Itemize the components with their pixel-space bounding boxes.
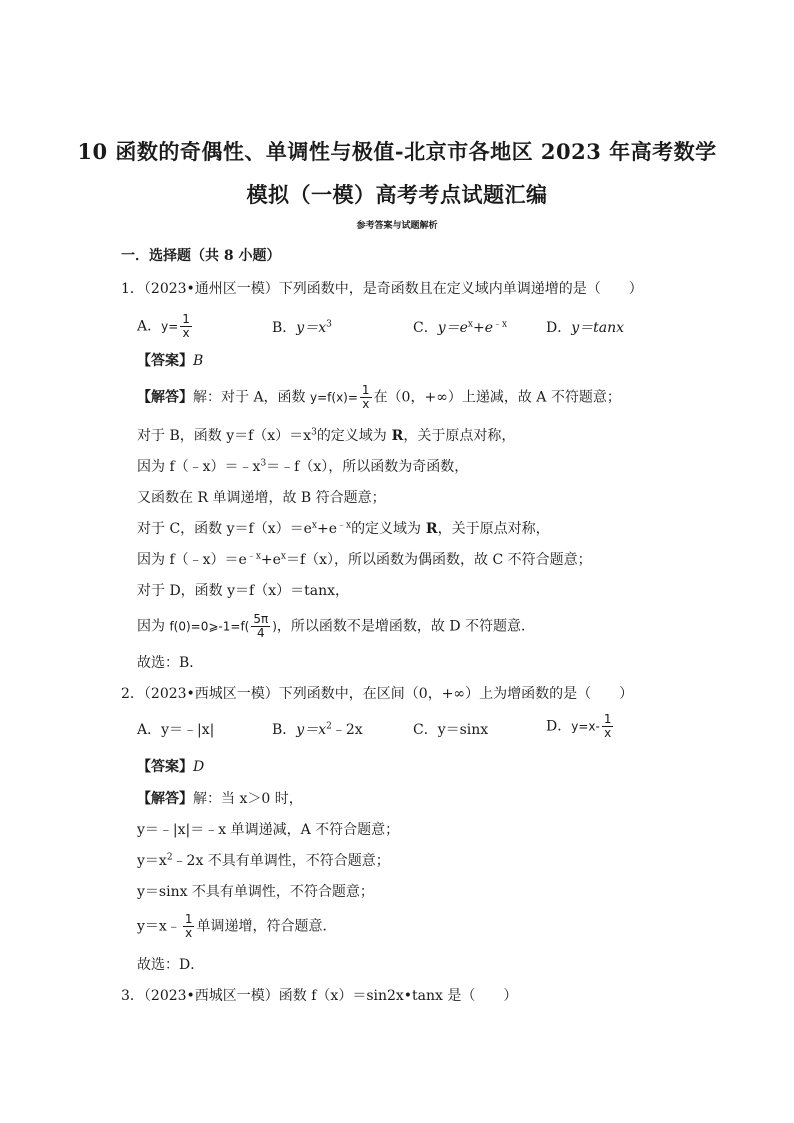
exponent: 2 xyxy=(326,721,332,732)
solution-text: 因为 xyxy=(137,618,170,635)
fraction-denominator: x xyxy=(182,326,190,340)
solution-fraction xyxy=(360,384,372,411)
q1-solution-line6 xyxy=(137,550,592,570)
real-set-symbol: R xyxy=(386,428,404,444)
exponent: 3 xyxy=(311,427,317,438)
solution-text: 对于 C，函数 y＝f（x）＝e xyxy=(137,521,312,537)
q1-option-a-fn: y= xyxy=(161,319,179,334)
q1-solution-line5 xyxy=(137,519,550,539)
q1-option-d-label: D． xyxy=(546,320,572,336)
answer-label: 【答案】 xyxy=(137,759,193,775)
q2-solution-line3 xyxy=(137,851,390,871)
q1-option-b-label: B． xyxy=(272,320,297,336)
fraction-numerator: 1 xyxy=(182,312,190,326)
solution-text: ，关于原点对称， xyxy=(403,428,516,444)
q1-solution-line8 xyxy=(137,613,535,640)
solution-text: 在（0，+∞）上递减，故 A 不符题意； xyxy=(373,389,621,406)
exponent: x xyxy=(311,520,317,531)
solution-label: 【解答】 xyxy=(137,791,193,807)
q1-answer xyxy=(137,351,203,371)
solution-text: 解：对于 A，函数 xyxy=(193,389,311,406)
q1-solution-line4: 又函数在 R 单调递增，故 B 符合题意； xyxy=(137,490,386,506)
section-heading: 一．选择题（共 8 小题） xyxy=(121,248,281,264)
fraction-denominator: x xyxy=(185,926,193,940)
solution-text: 对于 B，函数 y＝f（x）＝x xyxy=(137,428,312,444)
q2-option-b xyxy=(272,719,363,739)
q1-option-a-fraction xyxy=(180,313,192,340)
q1-solution-line1 xyxy=(137,384,621,411)
q2-choose: 故选：D． xyxy=(137,957,205,973)
solution-text: y＝x﹣ xyxy=(137,918,181,935)
q2-option-b-label: B． xyxy=(272,722,297,738)
document-title-line1: 10 函数的奇偶性、单调性与极值-北京市各地区 2023 年高考数学 xyxy=(77,139,717,164)
solution-text: y＝x xyxy=(137,853,167,869)
q2-option-b-fn: y＝x xyxy=(296,722,327,738)
q2-option-a: A．y＝﹣|x| xyxy=(137,722,215,738)
q2-stem: 2．（2023•西城区一模）下列函数中，在区间（0，+∞）上为增函数的是（ ） xyxy=(121,686,634,702)
fraction-denominator: 4 xyxy=(256,626,265,640)
solution-text: ﹣2x 不具有单调性，不符合题意； xyxy=(172,853,390,869)
fraction-denominator: x xyxy=(362,397,370,411)
exponent: ﹣x xyxy=(246,551,261,562)
solution-text: +e xyxy=(316,521,337,537)
q2-option-d-label: D． xyxy=(546,718,572,735)
solution-text: ，关于原点对称， xyxy=(437,521,550,537)
solution-fraction xyxy=(183,913,195,940)
solution-text: ＝f（x），所以函数为偶函数，故 C 不符合题意； xyxy=(285,552,592,568)
q2-solution-line2: y＝﹣|x|＝﹣x 单调递减，A 不符合题意； xyxy=(137,822,400,838)
solution-fn: y=f(x)= xyxy=(310,390,358,405)
exponent: 3 xyxy=(326,319,332,330)
solution-text: 的定义域为 xyxy=(351,521,422,537)
q2-solution-line5 xyxy=(137,913,336,940)
q1-solution-line7: 对于 D，函数 y＝f（x）＝tanx， xyxy=(137,583,349,599)
q1-option-c-fn: y＝e xyxy=(437,320,468,336)
q1-option-a xyxy=(137,313,194,340)
solution-text: 单调递增，符合题意． xyxy=(196,918,337,935)
q2-option-c: C．y＝sinx xyxy=(413,722,489,738)
fraction-numerator: 5π xyxy=(253,612,269,626)
q2-option-d-fn: y=x- xyxy=(571,719,600,734)
q2-option-d-fraction xyxy=(602,713,614,740)
q2-solution-line1 xyxy=(137,789,303,809)
q1-stem: 1．（2023•通州区一模）下列函数中，是奇函数且在定义域内单调递增的是（ ） xyxy=(121,281,643,297)
q1-option-b xyxy=(272,317,332,337)
q2-answer xyxy=(137,757,204,777)
solution-text: +e xyxy=(260,552,281,568)
solution-expr: ) xyxy=(272,619,277,634)
q3-stem: 3．（2023•西城区一模）函数 f（x）＝sin2x•tanx 是（ ） xyxy=(121,988,518,1004)
q1-choose: 故选：B． xyxy=(137,655,204,671)
solution-text: ，所以函数不是增函数，故 D 不符题意． xyxy=(276,618,536,635)
q1-option-c xyxy=(413,317,507,337)
exponent: ﹣x xyxy=(336,520,352,531)
solution-text: ＝﹣f（x），所以函数为奇函数， xyxy=(266,459,469,475)
document-title-line2: 模拟（一模）高考考点试题汇编 xyxy=(246,182,548,207)
q1-solution-line3 xyxy=(137,457,468,477)
exponent: ﹣x xyxy=(493,319,508,330)
q1-option-a-label: A． xyxy=(137,318,162,335)
solution-text: 因为 f（﹣x）＝e xyxy=(137,552,247,568)
solution-label: 【解答】 xyxy=(137,389,193,406)
answer-value: B xyxy=(193,353,204,369)
q1-option-c-mid: +e xyxy=(473,320,494,336)
answer-value: D xyxy=(193,759,205,775)
fraction-numerator: 1 xyxy=(603,712,612,726)
exponent: x xyxy=(467,319,473,330)
q2-option-d xyxy=(546,713,615,740)
q1-solution-line2 xyxy=(137,426,515,446)
solution-fraction xyxy=(251,613,270,640)
fraction-numerator: 1 xyxy=(361,383,370,397)
q1-option-d-fn: y＝tanx xyxy=(571,320,625,336)
solution-text: 解：当 x＞0 时， xyxy=(193,791,303,807)
q2-option-b-tail: ﹣2x xyxy=(331,722,363,738)
answer-label: 【答案】 xyxy=(137,353,193,369)
q2-solution-line4: y＝sinx 不具有单调性，不符合题意； xyxy=(137,884,374,900)
exponent: x xyxy=(280,551,286,562)
q1-option-c-label: C． xyxy=(413,320,438,336)
solution-text: 因为 f（﹣x）＝﹣x xyxy=(137,459,261,475)
fraction-denominator: x xyxy=(604,726,612,740)
real-set-symbol: R xyxy=(421,521,438,537)
solution-text: 的定义域为 xyxy=(316,428,387,444)
q1-option-b-fn: y＝x xyxy=(296,320,327,336)
q1-option-d xyxy=(546,317,624,337)
exponent: 3 xyxy=(260,458,267,469)
fraction-numerator: 1 xyxy=(184,912,193,926)
exponent: 2 xyxy=(166,852,173,863)
document-subtitle: 参考答案与试题解析 xyxy=(356,221,438,231)
solution-expr: f(0)=0⩾-1=f( xyxy=(169,619,250,634)
